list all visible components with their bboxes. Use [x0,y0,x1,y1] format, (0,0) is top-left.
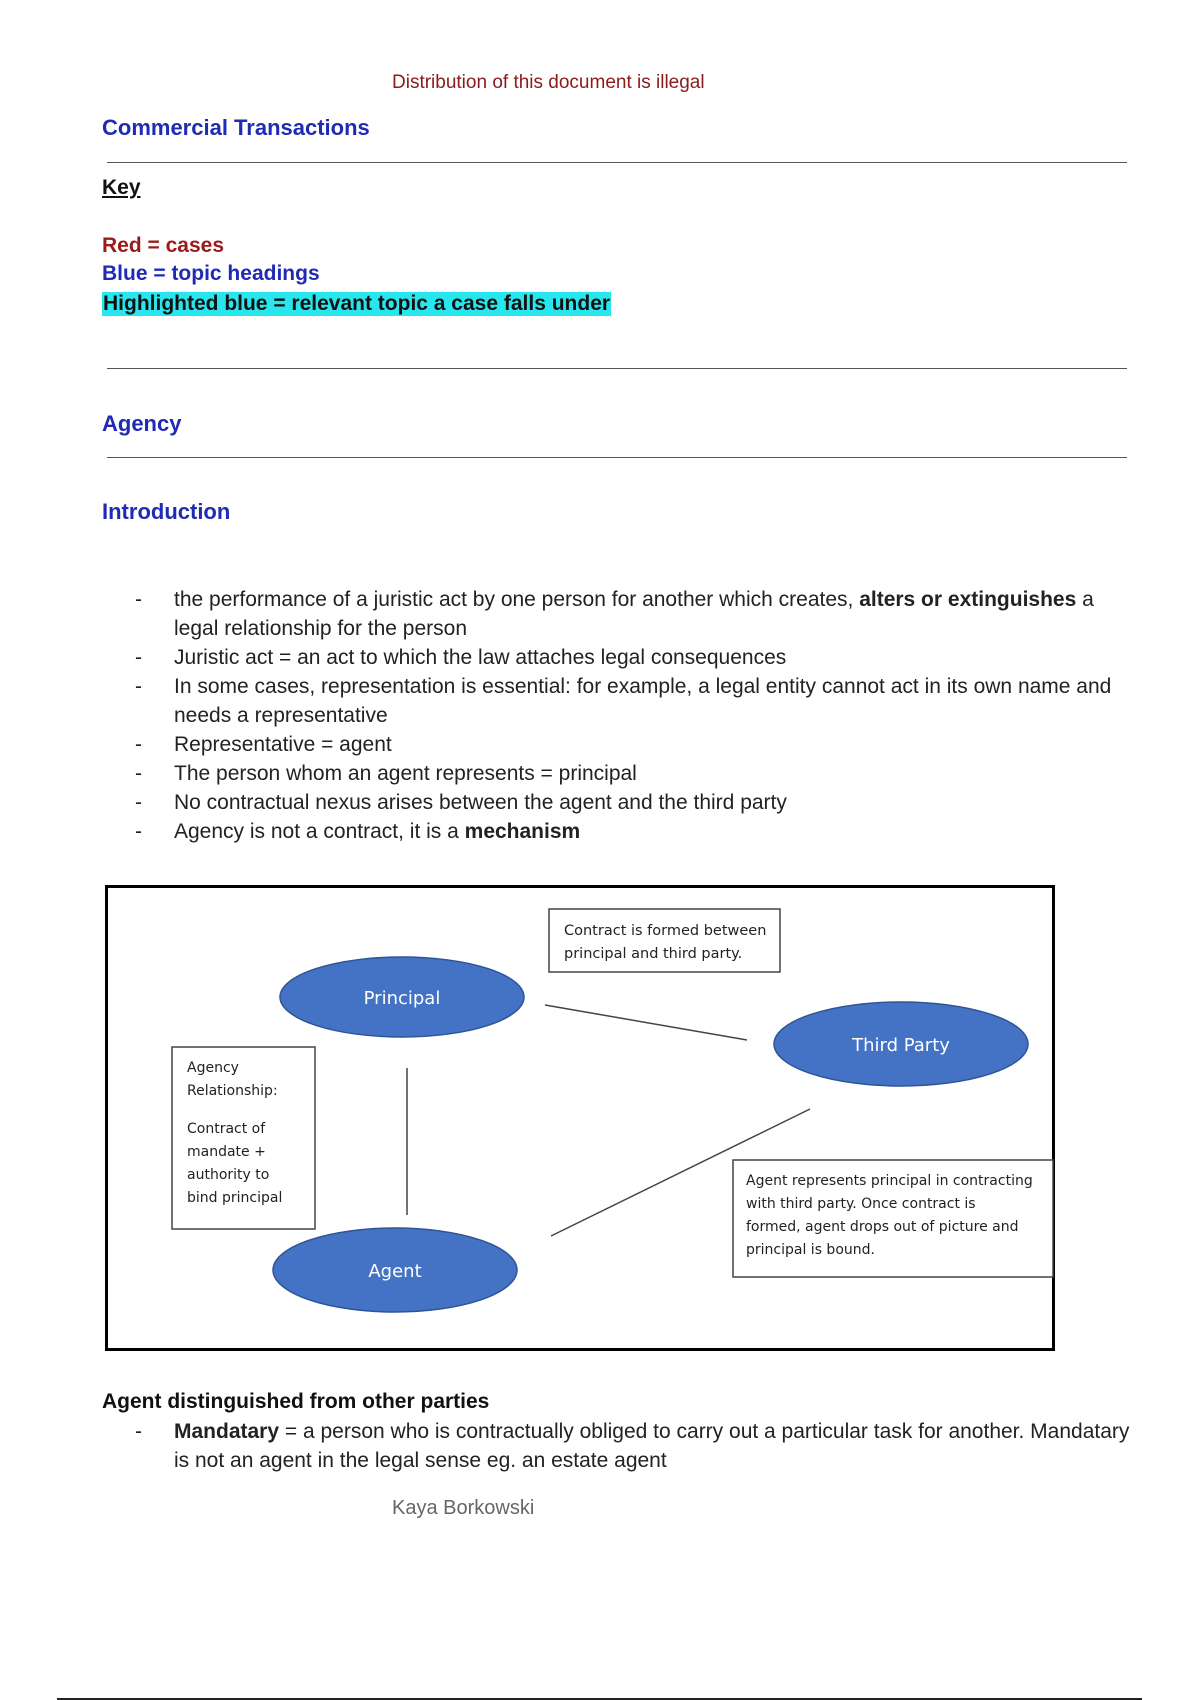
bullet-dash: - [135,1420,142,1443]
agency-note-line: Relationship: [187,1083,278,1099]
divider [107,457,1127,458]
bullet-text: In some cases, representation is essential: for example, a legal entity cannot act in its own name and needs a representative [174,675,1112,727]
bullet-dash: - [135,733,142,756]
contract-note-line: Contract is formed between [564,923,767,939]
agent-note-line: principal is bound. [746,1242,875,1258]
bullet-text: Representative = agent [174,733,392,756]
bullet-text: = a person who is contractually obliged to carry out a particular task for another. Mandatary is not an agent in the legal sense eg. an estate agent [174,1420,1130,1472]
key-heading: Key [102,176,141,199]
bullet-dash: - [135,791,142,814]
bullet-text: Juristic act = an act to which the law attaches legal consequences [174,646,787,669]
bullet-bold: mechanism [464,820,581,843]
bullet-text: the performance of a juristic act by one person for another which creates, [174,588,860,611]
divider [107,368,1127,369]
watermark-notice: Distribution of this document is illegal [392,72,705,93]
agency-note-line: Agency [187,1060,239,1076]
list-item [135,643,1135,672]
bullet-dash: - [135,675,142,698]
legend-red: Red = cases [102,234,225,257]
agent-note-line: formed, agent drops out of picture and [746,1219,1019,1235]
agent-note-line: with third party. Once contract is [746,1196,976,1212]
agency-diagram-svg [105,885,1055,1351]
list-item [135,788,1135,817]
agency-note-line: Contract of [187,1121,266,1137]
divider [107,162,1127,163]
parties-bullet-list [135,1417,1135,1475]
intro-bullet-list [135,585,1135,846]
bullet-text: No contractual nexus arises between the agent and the third party [174,791,787,814]
agency-note-line: mandate + [187,1144,266,1160]
agent-note-line: Agent represents principal in contracting [746,1173,1033,1189]
author-name: Kaya Borkowski [392,1497,535,1519]
list-item [135,672,1135,730]
bullet-dash: - [135,646,142,669]
agent-label: Agent [368,1261,422,1282]
list-item [135,1417,1135,1475]
bullet-dash: - [135,820,142,843]
principal-label: Principal [363,988,441,1009]
bullet-bold: Mandatary [174,1420,280,1443]
parties-heading: Agent distinguished from other parties [102,1390,490,1413]
bullet-dash: - [135,588,142,611]
bullet-text: Agency is not a contract, it is a [174,820,465,843]
list-item [135,585,1135,643]
bullet-text: a legal relationship for the person [174,588,1094,640]
legend-highlighted: Highlighted blue = relevant topic a case falls under [103,292,611,315]
list-item [135,730,1135,759]
third-party-label: Third Party [852,1035,950,1056]
agency-diagram [105,885,1055,1351]
agency-note-line: authority to [187,1167,270,1183]
subsection-title-introduction: Introduction [102,499,231,524]
section-title-agency: Agency [102,411,182,436]
bullet-dash: - [135,762,142,785]
agency-note-line: bind principal [187,1190,283,1206]
bullet-text: The person whom an agent represents = principal [174,762,637,785]
list-item [135,759,1135,788]
contract-note-box [549,909,780,972]
contract-note-line: principal and third party. [564,946,743,962]
list-item [135,817,1135,846]
document-title: Commercial Transactions [102,115,370,140]
legend-blue: Blue = topic headings [102,262,320,285]
bullet-bold: alters or extinguishes [859,588,1077,611]
